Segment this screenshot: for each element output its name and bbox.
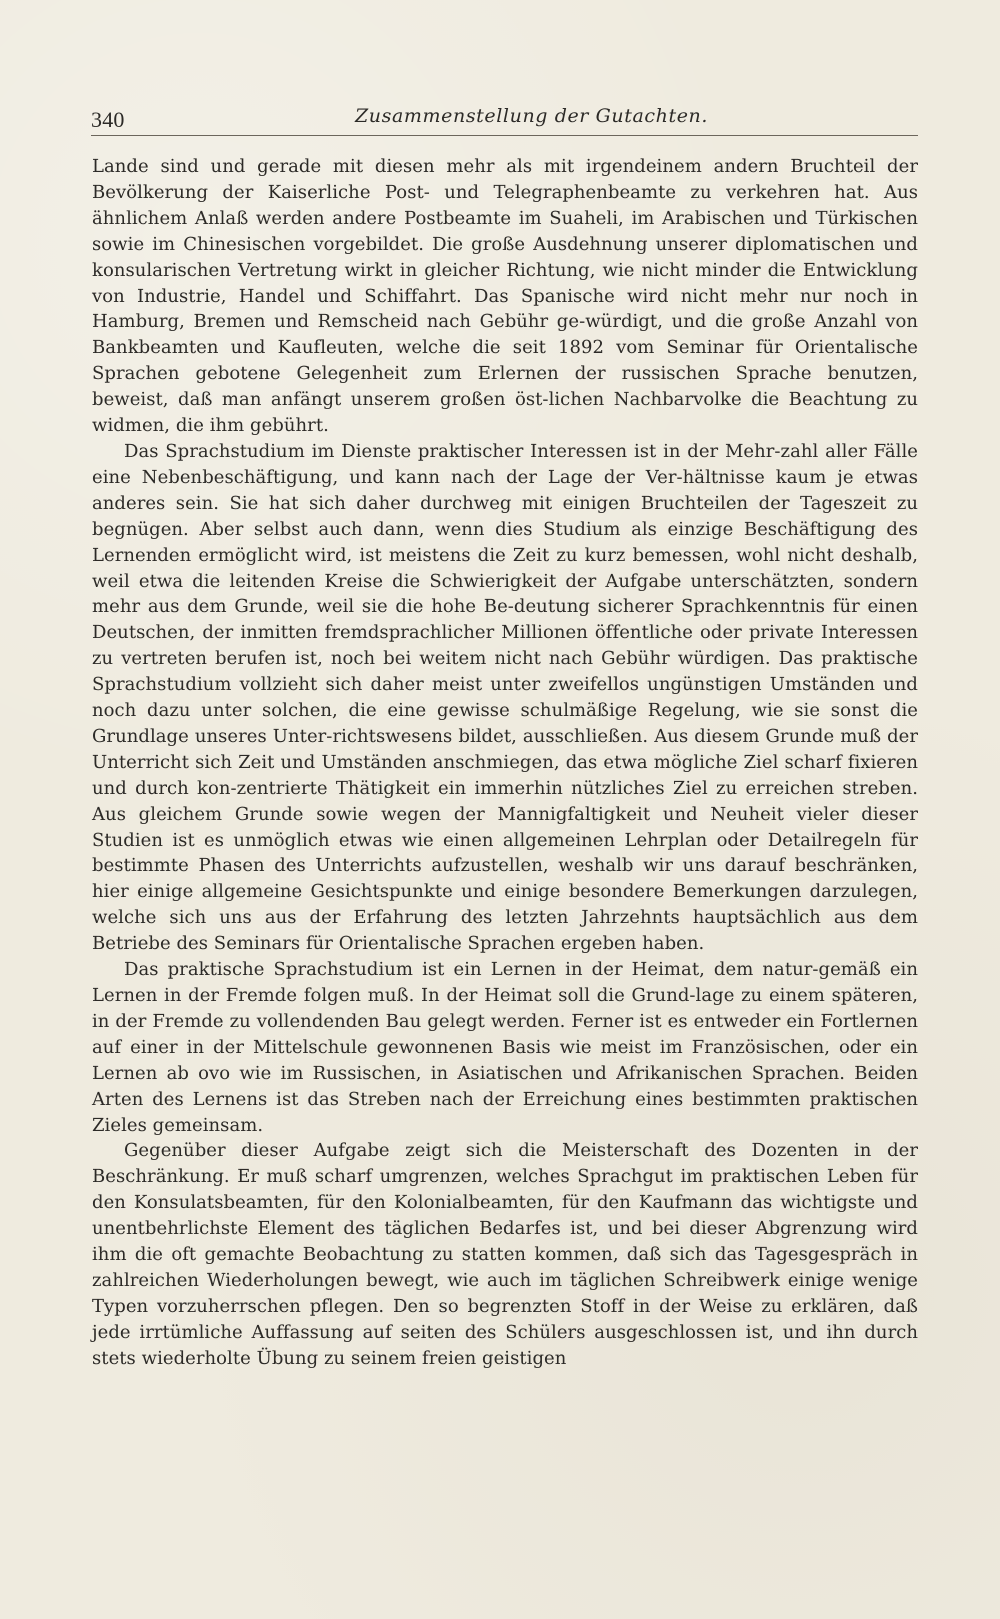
page-number: 340: [91, 107, 125, 132]
paragraph-2: Das Sprachstudium im Dienste praktischer Interessen ist in der Mehr-zahl aller Fälle eine Nebenbeschäftigung, und kann nach der Lage der Ver-hältnisse kaum je etwas anderes sein. Sie hat sich daher durchweg mit einigen Bruchteilen der Tageszeit zu begnügen. Aber selbst auch dann, wenn dies Studium als einzige Beschäftigung des Lernenden ermöglicht wird, ist meistens die Zeit zu kurz bemessen, wohl nicht deshalb, weil etwa die leitenden Kreise die Schwierigkeit der Aufgabe unterschätzten, sondern mehr aus dem Grunde, weil sie die hohe Be-deutung sicherer Sprachkenntnis für einen Deutschen, der inmitten fremdsprachlicher Millionen öffentliche oder private Interessen zu vertreten berufen ist, noch bei weitem nicht nach Gebühr würdigen. Das praktische Sprachstudium vollzieht sich daher meist unter zweifellos ungünstigen Umständen und noch dazu unter solchen, die eine gewisse schulmäßige Regelung, wie sie sonst die Grundlage unseres Unter-richtswesens bildet, ausschließen. Aus diesem Grunde muß der Unterricht sich Zeit und Umständen anschmiegen, das etwa mögliche Ziel scharf fixieren und durch kon-zentrierte Thätigkeit ein immerhin nützliches Ziel zu erreichen streben. Aus gleichem Grunde sowie wegen der Mannigfaltigkeit und Neuheit vieler dieser Studien ist es unmöglich etwas wie einen allgemeinen Lehrplan oder Detailregeln für bestimmte Phasen des Unterrichts aufzustellen, weshalb wir uns darauf beschränken, hier einige allgemeine Gesichtspunkte und einige besondere Bemerkungen darzulegen, welche sich uns aus der Erfahrung des letzten Jahrzehnts hauptsächlich aus dem Betriebe des Seminars für Orientalische Sprachen ergeben haben.: [92, 440, 918, 955]
page-header: [91, 101, 918, 136]
paragraph-3: Das praktische Sprachstudium ist ein Lernen in der Heimat, dem natur-gemäß ein Lernen in der Fremde folgen muß. In der Heimat soll die Grund-lage zu einem späteren, in der Fremde zu vollendenden Bau gelegt werden. Ferner ist es entweder ein Fortlernen auf einer in der Mittelschule gewonnenen Basis wie meist im Französischen, oder ein Lernen ab ovo wie im Russischen, in Asiatischen und Afrikanischen Sprachen. Beiden Arten des Lernens ist das Streben nach der Erreichung eines bestimmten praktischen Zieles gemeinsam.: [92, 959, 918, 1136]
running-title: Zusammenstellung der Gutachten.: [355, 105, 709, 127]
document-body: [92, 154, 918, 1444]
paragraph-1: Lande sind und gerade mit diesen mehr als mit irgendeinem andern Bruchteil der Bevölkerung der Kaiserliche Post- und Telegraphenbeamte zu verkehren hat. Aus ähnlichem Anlaß werden andere Postbeamte im Suaheli, im Arabischen und Türkischen sowie im Chinesischen vorgebildet. Die große Ausdehnung unserer diplomatischen und konsularischen Vertretung wirkt in gleicher Richtung, wie nicht minder die Entwicklung von Industrie, Handel und Schiffahrt. Das Spanische wird nicht mehr nur noch in Hamburg, Bremen und Remscheid nach Gebühr ge-würdigt, und die große Anzahl von Bankbeamten und Kaufleuten, welche die seit 1892 vom Seminar für Orientalische Sprachen gebotene Gelegenheit zum Erlernen der russischen Sprache benutzen, beweist, daß man anfängt unserem großen öst-lichen Nachbarvolke die Beachtung zu widmen, die ihm gebührt.: [92, 156, 918, 437]
paragraph-4: Gegenüber dieser Aufgabe zeigt sich die Meisterschaft des Dozenten in der Beschränkung. Er muß scharf umgrenzen, welches Sprachgut im praktischen Leben für den Konsulatsbeamten, für den Kolonialbeamten, für den Kaufmann das wichtigste und unentbehrlichste Element des täglichen Bedarfes ist, und bei dieser Abgrenzung wird ihm die oft gemachte Beobachtung zu statten kommen, daß sich das Tagesgespräch in zahlreichen Wiederholungen bewegt, wie auch im täglichen Schreibwerk einige wenige Typen vorzuherrschen pflegen. Den so begrenzten Stoff in der Weise zu erklären, daß jede irrtümliche Auffassung auf seiten des Schülers ausgeschlossen ist, und ihn durch stets wiederholte Übung zu seinem freien geistigen: [92, 1140, 918, 1369]
